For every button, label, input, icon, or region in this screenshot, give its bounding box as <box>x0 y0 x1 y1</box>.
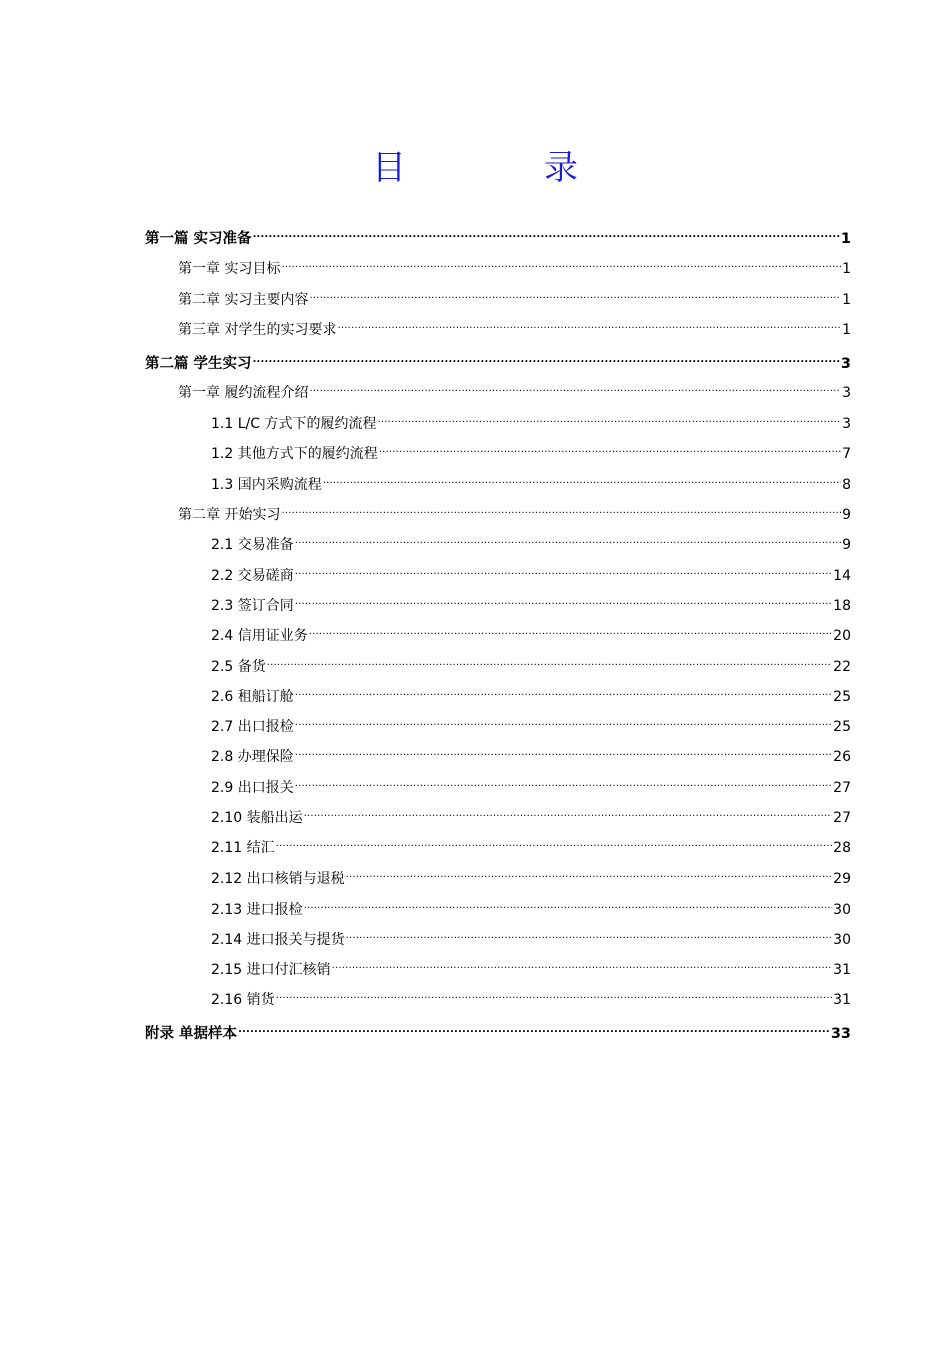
toc-entry[interactable] <box>178 383 851 403</box>
toc-entry-label: 第一章 实习目标 <box>178 261 281 277</box>
toc-entry-label: 第一章 履约流程介绍 <box>178 385 309 401</box>
toc-entry[interactable] <box>211 930 851 950</box>
toc-entry-label: 1.1 L/C 方式下的履约流程 <box>211 416 377 432</box>
toc-entry[interactable] <box>211 990 851 1010</box>
toc-entry-label: 2.16 销货 <box>211 992 275 1008</box>
toc-dot-leader <box>346 930 833 944</box>
toc-page-number: 26 <box>833 749 851 765</box>
toc-dot-leader <box>281 505 841 519</box>
toc-dot-leader <box>295 566 832 580</box>
toc-entry[interactable] <box>211 900 851 920</box>
toc-dot-leader <box>304 808 833 822</box>
toc-dot-leader <box>346 869 833 883</box>
toc-page-number: 30 <box>833 932 851 948</box>
toc-entry-label: 2.7 出口报检 <box>211 719 294 735</box>
toc-entry-label: 2.8 办理保险 <box>211 749 294 765</box>
toc-page-number: 1 <box>842 261 851 277</box>
toc-entry-label: 2.4 信用证业务 <box>211 628 308 644</box>
toc-entry-label: 2.1 交易准备 <box>211 537 294 553</box>
toc-dot-leader <box>295 778 832 792</box>
toc-dot-leader <box>238 1024 830 1038</box>
toc-entry-label: 2.5 备货 <box>211 659 266 675</box>
toc-dot-leader <box>309 626 832 640</box>
toc-page-number: 20 <box>833 628 851 644</box>
toc-entry-label: 2.15 进口付汇核销 <box>211 962 331 978</box>
toc-page-number: 18 <box>833 598 851 614</box>
toc-entry[interactable] <box>211 444 851 464</box>
toc-dot-leader <box>377 414 841 428</box>
toc-page-number: 3 <box>840 356 851 372</box>
toc-page-number: 25 <box>833 719 851 735</box>
toc-page-number: 22 <box>833 659 851 675</box>
toc-page-number: 7 <box>842 446 851 462</box>
toc-dot-leader <box>295 535 841 549</box>
toc-dot-leader <box>323 475 841 489</box>
toc-entry-label: 1.2 其他方式下的履约流程 <box>211 446 378 462</box>
toc-dot-leader <box>332 960 833 974</box>
toc-entry[interactable] <box>211 808 851 828</box>
toc-dot-leader <box>295 596 832 610</box>
toc-dot-leader <box>295 687 832 701</box>
toc-entry-label: 第二章 开始实习 <box>178 507 281 523</box>
toc-page-number: 1 <box>842 292 851 308</box>
toc-entry[interactable] <box>178 320 851 340</box>
toc-dot-leader <box>253 229 840 243</box>
toc-entry[interactable] <box>211 717 851 737</box>
toc-page-number: 1 <box>842 322 851 338</box>
toc-entry[interactable] <box>178 505 851 525</box>
toc-entry[interactable] <box>211 657 851 677</box>
toc-dot-leader <box>295 747 832 761</box>
toc-dot-leader <box>276 838 833 852</box>
toc-entry[interactable] <box>178 290 851 310</box>
toc-page-number: 33 <box>830 1026 851 1042</box>
toc-page-number: 27 <box>833 780 851 796</box>
toc-dot-leader <box>309 383 841 397</box>
toc-entry[interactable] <box>178 259 851 279</box>
toc-entry[interactable] <box>211 687 851 707</box>
toc-page-number: 3 <box>842 416 851 432</box>
toc-dot-leader <box>281 259 841 273</box>
toc-entry-label: 1.3 国内采购流程 <box>211 477 322 493</box>
toc-page-number: 9 <box>842 507 851 523</box>
toc-entry[interactable] <box>145 229 851 249</box>
toc-entry[interactable] <box>145 354 851 374</box>
toc-entry[interactable] <box>211 626 851 646</box>
toc-page-number: 25 <box>833 689 851 705</box>
toc-entry-label: 2.13 进口报检 <box>211 902 303 918</box>
toc-dot-leader <box>337 320 841 334</box>
toc-page-number: 31 <box>833 992 851 1008</box>
toc-entry-label: 附录 单据样本 <box>145 1026 238 1042</box>
toc-entry[interactable] <box>211 414 851 434</box>
toc-entry[interactable] <box>211 596 851 616</box>
toc-dot-leader <box>295 717 832 731</box>
toc-entry-label: 2.9 出口报关 <box>211 780 294 796</box>
toc-page-number: 29 <box>833 871 851 887</box>
toc-page-number: 3 <box>842 385 851 401</box>
toc-entry-label: 第二章 实习主要内容 <box>178 292 309 308</box>
toc-page-number: 28 <box>833 840 851 856</box>
toc-dot-leader <box>379 444 841 458</box>
toc-entry[interactable] <box>145 1024 851 1044</box>
toc-dot-leader <box>304 900 833 914</box>
toc-entry[interactable] <box>211 566 851 586</box>
toc-entry[interactable] <box>211 869 851 889</box>
toc-page-number: 31 <box>833 962 851 978</box>
toc-page-number: 27 <box>833 810 851 826</box>
toc-entry-label: 2.6 租船订舱 <box>211 689 294 705</box>
toc-page-number: 8 <box>842 477 851 493</box>
toc-entry-label: 第二篇 学生实习 <box>145 356 252 372</box>
toc-dot-leader <box>253 354 840 368</box>
toc-entry-label: 第一篇 实习准备 <box>145 231 252 247</box>
toc-page-number: 1 <box>840 231 851 247</box>
toc-dot-leader <box>267 657 832 671</box>
toc-entry[interactable] <box>211 960 851 980</box>
toc-entry[interactable] <box>211 535 851 555</box>
toc-entry[interactable] <box>211 838 851 858</box>
toc-entry[interactable] <box>211 778 851 798</box>
toc-page-number: 9 <box>842 537 851 553</box>
toc-page-number: 30 <box>833 902 851 918</box>
toc-dot-leader <box>276 990 833 1004</box>
toc-entry[interactable] <box>211 475 851 495</box>
toc-page-number: 14 <box>833 568 851 584</box>
toc-entry-label: 2.12 出口核销与退税 <box>211 871 345 887</box>
toc-entry[interactable] <box>211 747 851 767</box>
toc-dot-leader <box>309 290 841 304</box>
toc-entry-label: 2.10 装船出运 <box>211 810 303 826</box>
toc-title: 目 录 <box>372 148 630 188</box>
toc-entry-label: 2.14 进口报关与提货 <box>211 932 345 948</box>
toc-entry-label: 2.2 交易磋商 <box>211 568 294 584</box>
toc-entry-label: 2.3 签订合同 <box>211 598 294 614</box>
toc-entry-label: 2.11 结汇 <box>211 840 275 856</box>
toc-entry-label: 第三章 对学生的实习要求 <box>178 322 337 338</box>
